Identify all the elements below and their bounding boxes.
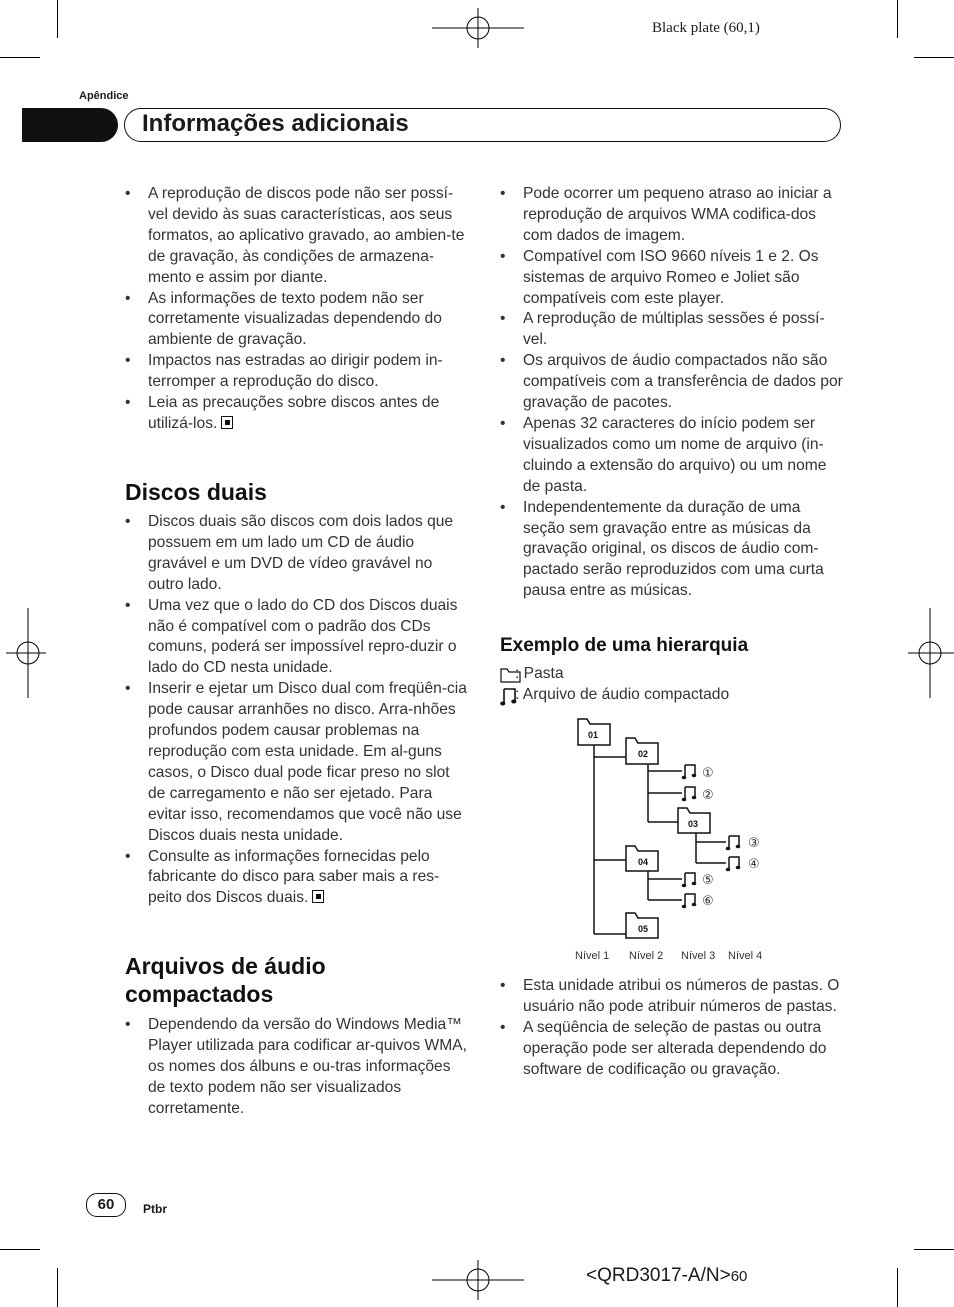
list-item: • Leia as precauções sobre discos antes de utilizá-los. — [124, 393, 469, 435]
plate-label: Black plate (60,1) — [652, 20, 760, 36]
end-mark-icon — [312, 890, 324, 903]
legend-folder: : Pasta — [515, 665, 564, 682]
folder-label: 05 — [638, 924, 649, 934]
track-number: ⑥ — [702, 894, 714, 909]
crop-mark — [897, 1268, 898, 1307]
document-code — [586, 1265, 747, 1287]
right-bullet-list-1 — [499, 184, 844, 602]
crop-mark — [914, 1249, 954, 1250]
list-item: • Esta unidade atribui os números de pastas. O usuário não pode atribuir números de pastas. — [499, 976, 844, 1018]
registration-mark-right — [908, 608, 954, 698]
folder-label: 02 — [638, 749, 649, 759]
list-item: • A seqüência de seleção de pastas ou outra operação pode ser alterada dependendo do software de codificação ou gravação. — [499, 1018, 844, 1081]
folder-label: 01 — [588, 730, 599, 740]
list-item: • Pode ocorrer um pequeno atraso ao iniciar a reprodução de arquivos WMA codifica-dos com dados de imagem. — [499, 184, 844, 247]
crop-mark — [897, 0, 898, 38]
registration-mark-left — [6, 608, 46, 698]
right-bullet-list-2 — [499, 976, 844, 1081]
list-item: • Uma vez que o lado do CD dos Discos duais não é compatível com o padrão dos CDs comuns, poderá ser impossível repro-duzir o lado do CD nesta unidade. — [124, 596, 469, 680]
track-number: ① — [702, 766, 714, 781]
track-number: ② — [702, 788, 714, 803]
hierarchy-diagram — [560, 712, 790, 972]
list-item: • Compatível com ISO 9660 níveis 1 e 2. Os sistemas de arquivo Romeo e Joliet são compatíveis com este player. — [499, 247, 844, 310]
music-note-icon — [682, 765, 697, 779]
document-code-page: 60 — [730, 1268, 748, 1285]
list-item: • Dependendo da versão do Windows Media™ Player utilizada para codificar ar-quivos WMA, os nomes dos álbuns e ou-tras informações de texto podem não ser visualizados corretamente. — [124, 1015, 469, 1120]
folder-label: 03 — [688, 819, 699, 829]
heading-exemplo: Exemplo de uma hierarquia — [500, 635, 749, 656]
folder-label: 04 — [638, 857, 649, 867]
level-label: Nível 2 — [629, 950, 664, 962]
track-number: ④ — [748, 857, 760, 872]
page-title: Informações adicionais — [142, 110, 409, 137]
list-item: • As informações de texto podem não ser corretamente visualizadas dependendo do ambiente de gravação. — [124, 289, 469, 352]
level-label: Nível 1 — [575, 950, 610, 962]
crop-mark — [0, 1249, 40, 1250]
list-item: • Discos duais são discos com dois lados que possuem em um lado um CD de áudio gravável e um DVD de vídeo gravável no outro lado. — [124, 512, 469, 596]
page-number: 60 — [86, 1193, 126, 1217]
music-note-icon — [726, 857, 741, 871]
registration-mark-top — [432, 8, 524, 48]
heading-arquivos: Arquivos de áudio compactados — [125, 953, 326, 1007]
crop-mark — [57, 0, 58, 38]
track-number: ⑤ — [702, 873, 714, 888]
level-label: Nível 4 — [728, 950, 763, 962]
list-item: • Inserir e ejetar um Disco dual com freqüên-cia pode causar arranhões no disco. Arra-nhões profundos podem causar problemas na reprodução com esta unidade. Em al-guns casos, o Disco dual pode ficar preso no slot de carregamento e não ser ejetado. Para evitar isso, recomendamos que você não use Discos duais nesta unidade. — [124, 679, 469, 846]
list-item: • Os arquivos de áudio compactados não são compatíveis com a transferência de dados por gravação de pacotes. — [499, 351, 844, 414]
list-item: • Independentemente da duração de uma seção sem gravação entre as músicas da gravação original, os discos de áudio com-pactado serão reproduzidos com uma curta pausa entre as músicas. — [499, 498, 844, 603]
discos-bullet-list — [124, 512, 469, 909]
crop-mark — [0, 57, 40, 58]
list-item: • Apenas 32 caracteres do início podem ser visualizados como um nome de arquivo (in-cluindo a extensão do arquivo) ou um nome de pasta. — [499, 414, 844, 498]
document-code-main: <QRD3017-A/N> — [586, 1265, 731, 1286]
track-number: ③ — [748, 836, 760, 851]
left-bullet-list-1 — [124, 184, 469, 435]
music-note-icon — [682, 787, 697, 801]
registration-mark-bottom — [432, 1260, 524, 1300]
section-label: Apêndice — [79, 90, 129, 102]
list-item: • Impactos nas estradas ao dirigir podem in-terromper a reprodução do disco. — [124, 351, 469, 393]
legend-file: : Arquivo de áudio compactado — [515, 686, 730, 703]
crop-mark — [914, 57, 954, 58]
music-note-icon — [726, 836, 741, 850]
heading-discos-duais: Discos duais — [125, 479, 267, 505]
list-item: • A reprodução de múltiplas sessões é possí-vel. — [499, 309, 844, 351]
end-mark-icon — [221, 416, 233, 429]
music-note-icon — [682, 894, 697, 908]
list-item: • A reprodução de discos pode não ser possí-vel devido às suas características, aos seus formatos, ao aplicativo gravado, ao ambien-te de gravação, às condições de armazena-mento e assim por diante. — [124, 184, 469, 289]
level-label: Nível 3 — [681, 950, 716, 962]
header-tab — [22, 108, 118, 142]
crop-mark — [57, 1268, 58, 1307]
arquivos-bullet-list — [124, 1015, 469, 1120]
music-note-icon — [682, 873, 697, 887]
list-item: • Consulte as informações fornecidas pelo fabricante do disco para saber mais a res-peito dos Discos duais. — [124, 847, 469, 910]
language-code: Ptbr — [143, 1202, 167, 1216]
